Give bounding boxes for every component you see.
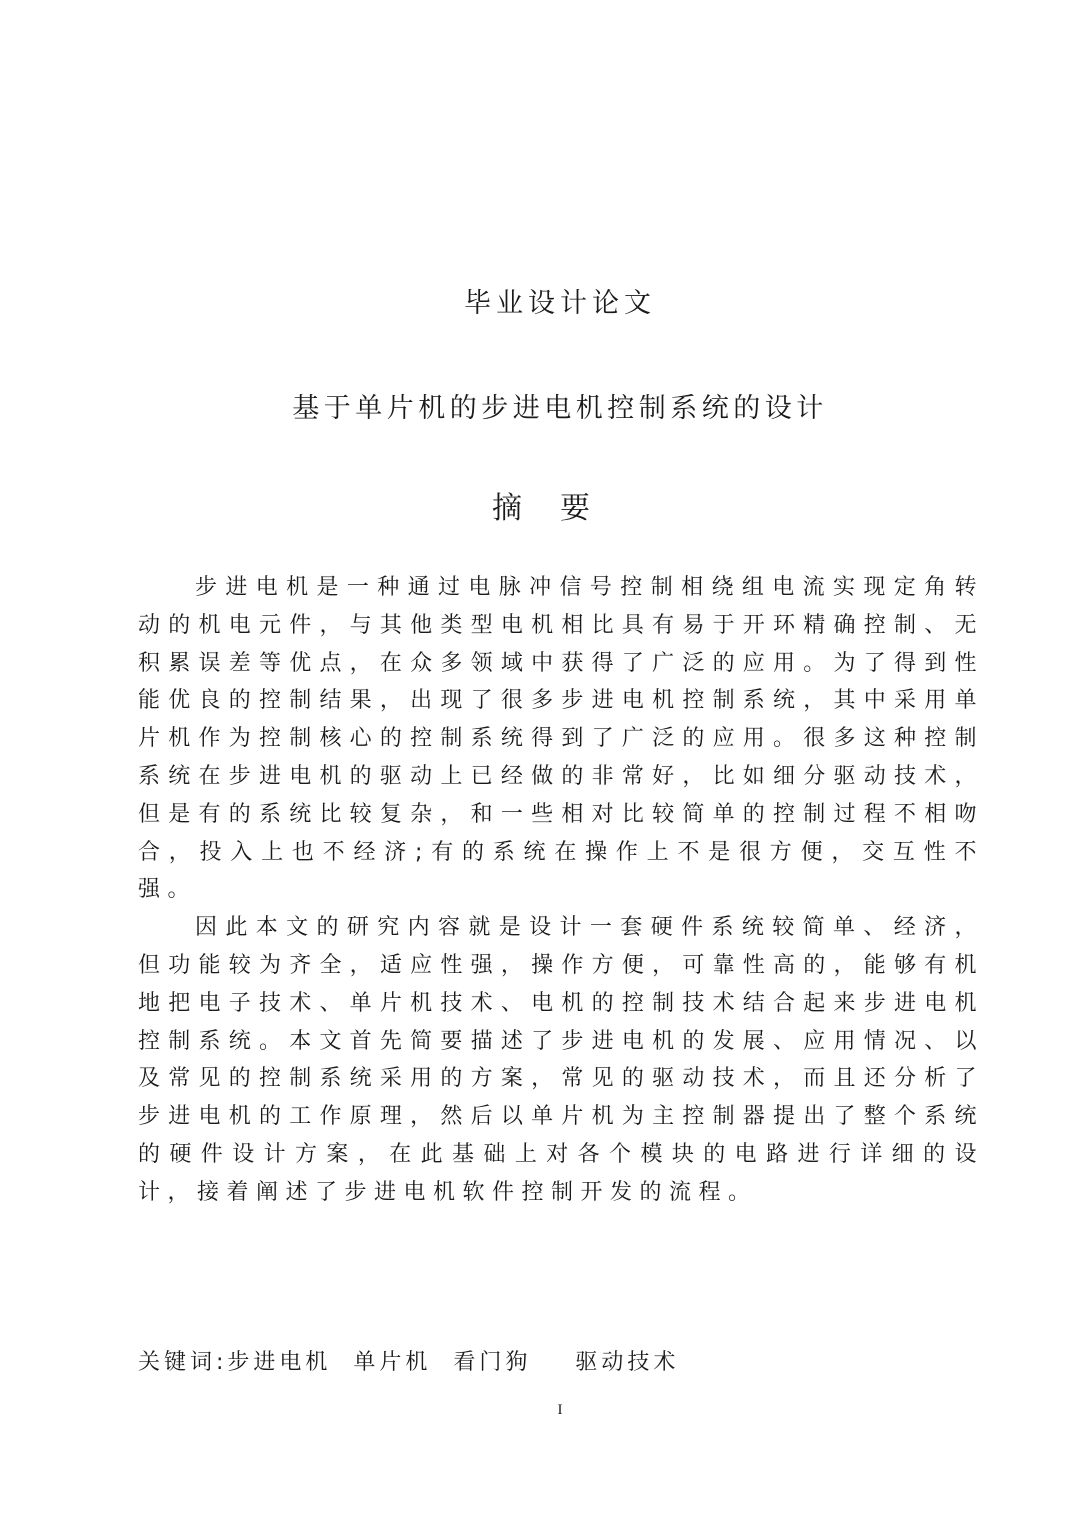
abstract-paragraph: 因此本文的研究内容就是设计一套硬件系统较简单、经济，但功能较为齐全，适应性强，操作方便，可靠性高的，能够有机地把电子技术、单片机技术、电机的控制技术结合起来步进电机控制系统。本文首先简要描述了步进电机的发展、应用情况、以及常见的控制系统采用的方案，常见的驱动技术，而且还分析了步进电机的工作原理，然后以单片机为主控制器提出了整个系统的硬件设计方案，在此基础上对各个模块的电路进行详细的设计，接着阐述了步进电机软件控制开发的流程。 — [138, 915, 984, 1205]
abstract-body — [138, 569, 984, 1212]
thesis-title: 基于单片机的步进电机控制系统的设计 — [292, 393, 828, 424]
abstract-heading: 摘要 — [492, 491, 628, 526]
document-type-heading: 毕业设计论文 — [464, 288, 656, 319]
page-number: I — [557, 1402, 563, 1418]
keywords-line: 关键词:步进电机 单片机 看门狗 驱动技术 — [138, 1350, 680, 1375]
abstract-paragraph: 步进电机是一种通过电脉冲信号控制相绕组电流实现定角转动的机电元件，与其他类型电机相比具有易于开环精确控制、无积累误差等优点，在众多领域中获得了广泛的应用。为了得到性能优良的控制结果，出现了很多步进电机控制系统，其中采用单片机作为控制核心的控制系统得到了广泛的应用。很多这种控制系统在步进电机的驱动上已经做的非常好，比如细分驱动技术，但是有的系统比较复杂，和一些相对比较简单的控制过程不相吻合，投入上也不经济;有的系统在操作上不是很方便，交互性不强。 — [138, 575, 984, 903]
